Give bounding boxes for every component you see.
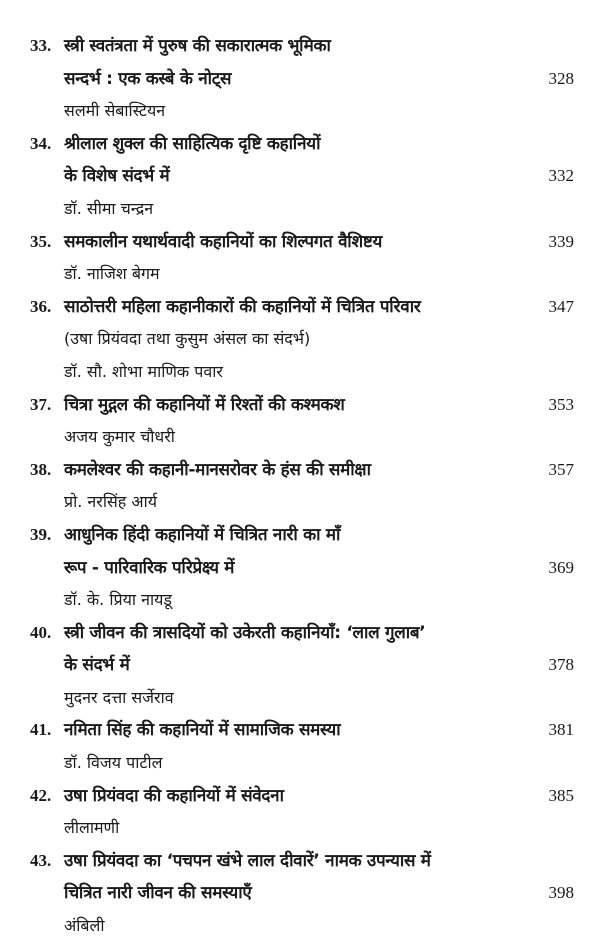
toc-author-line (0, 910, 600, 943)
entry-title: आधुनिक हिंदी कहानियों में चित्रित नारी का माँ (64, 524, 341, 545)
toc-title-line (0, 617, 600, 650)
toc-title-line (0, 128, 600, 161)
toc-entry[interactable] (0, 226, 600, 291)
entry-number: 41. (30, 720, 52, 740)
entry-number: 40. (30, 622, 52, 642)
entry-title: उषा प्रियंवदा का ‘पचपन खंभे लाल दीवारें’ नामक उपन्यास में (64, 850, 431, 871)
toc-entry[interactable] (0, 845, 600, 943)
entry-author: अंबिली (64, 916, 105, 936)
toc-title-line (0, 877, 600, 910)
page-number: 357 (548, 459, 574, 479)
toc-author-line (0, 747, 600, 780)
toc-author-line (0, 95, 600, 128)
toc-author-line (0, 356, 600, 389)
entry-title: समकालीन यथार्थवादी कहानियों का शिल्पगत वैशिष्टय (64, 231, 383, 252)
page-number: 369 (548, 557, 574, 577)
entry-title: कमलेश्वर की कहानी-मानसरोवर के हंस की समीक्षा (64, 459, 371, 480)
toc-title-line (0, 389, 600, 422)
toc-entry[interactable] (0, 617, 600, 715)
toc-entry[interactable] (0, 389, 600, 454)
page-number: 378 (548, 655, 574, 675)
entry-title: उषा प्रियंवदा की कहानियों में संवेदना (64, 785, 284, 806)
entry-title: स्त्री जीवन की त्रासदियों को उकेरती कहानियाँ: ‘लाल गुलाब’ (64, 622, 426, 643)
toc-title-line (0, 454, 600, 487)
entry-title: सन्दर्भ : एक कस्बे के नोट्स (64, 68, 232, 89)
entry-author: मुदनर दत्ता सर्जेराव (64, 687, 174, 707)
toc-author-line (0, 682, 600, 715)
toc-subtitle-line (0, 323, 600, 356)
toc-entry[interactable] (0, 780, 600, 845)
page-number: 353 (548, 394, 574, 414)
entry-author: डॉ. सीमा चन्द्रन (64, 198, 154, 218)
page-number: 339 (548, 231, 574, 251)
entry-author: प्रो. नरसिंह आर्य (64, 492, 158, 512)
entry-author: लीलामणी (64, 818, 120, 838)
entry-title: चित्रित नारी जीवन की समस्याएँ (64, 883, 252, 904)
entry-title: नमिता सिंह की कहानियों में सामाजिक समस्या (64, 720, 341, 741)
page-number: 347 (548, 296, 574, 316)
toc-entry[interactable] (0, 519, 600, 617)
entry-number: 42. (30, 785, 52, 805)
entry-subtitle: (उषा प्रियंवदा तथा कुसुम अंसल का संदर्भ) (64, 329, 311, 349)
toc-title-line (0, 714, 600, 747)
entry-author: डॉ. नाजिश बेगम (64, 264, 160, 284)
page-number: 398 (548, 883, 574, 903)
toc-entry[interactable] (0, 128, 600, 226)
toc-author-line (0, 486, 600, 519)
entry-author: डॉ. सौ. शोभा माणिक पवार (64, 361, 223, 381)
toc-author-line (0, 258, 600, 291)
page-number: 332 (548, 166, 574, 186)
table-of-contents (0, 30, 600, 943)
entry-title: श्रीलाल शुक्ल की साहित्यिक दृष्टि कहानियों (64, 133, 321, 154)
toc-title-line (0, 649, 600, 682)
entry-number: 34. (30, 133, 52, 153)
entry-number: 33. (30, 36, 52, 55)
entry-author: सलमी सेबास्टियन (64, 101, 166, 121)
toc-title-line (0, 519, 600, 552)
toc-entry[interactable] (0, 30, 600, 128)
entry-author: अजय कुमार चौधरी (64, 427, 175, 447)
toc-title-line (0, 30, 600, 63)
entry-number: 35. (30, 231, 52, 251)
toc-title-line (0, 226, 600, 259)
toc-title-line (0, 63, 600, 96)
entry-title: के विशेष संदर्भ में (64, 166, 170, 187)
entry-author: डॉ. विजय पाटील (64, 753, 163, 773)
entry-author: डॉ. के. प्रिया नायडू (64, 590, 172, 610)
entry-number: 36. (30, 296, 52, 316)
toc-title-line (0, 845, 600, 878)
entry-title: साठोत्तरी महिला कहानीकारों की कहानियों में चित्रित परिवार (64, 296, 421, 317)
toc-author-line (0, 812, 600, 845)
page-number: 328 (548, 68, 574, 88)
entry-title: के संदर्भ में (64, 655, 130, 676)
entry-number: 43. (30, 850, 52, 870)
entry-title: स्त्री स्वतंत्रता में पुरुष की सकारात्मक भूमिका (64, 36, 331, 56)
entry-number: 37. (30, 394, 52, 414)
toc-entry[interactable] (0, 714, 600, 779)
entry-number: 39. (30, 524, 52, 544)
entry-number: 38. (30, 459, 52, 479)
toc-entry[interactable] (0, 454, 600, 519)
toc-author-line (0, 584, 600, 617)
toc-title-line (0, 160, 600, 193)
page-number: 381 (548, 720, 574, 740)
toc-title-line (0, 780, 600, 813)
toc-title-line (0, 291, 600, 324)
toc-title-line (0, 552, 600, 585)
page-number: 385 (548, 785, 574, 805)
toc-author-line (0, 193, 600, 226)
toc-author-line (0, 421, 600, 454)
entry-title: रूप - पारिवारिक परिप्रेक्ष्य में (64, 557, 235, 578)
toc-entry[interactable] (0, 291, 600, 389)
entry-title: चित्रा मुद्गल की कहानियों में रिश्तों की कश्मकश (64, 394, 345, 415)
